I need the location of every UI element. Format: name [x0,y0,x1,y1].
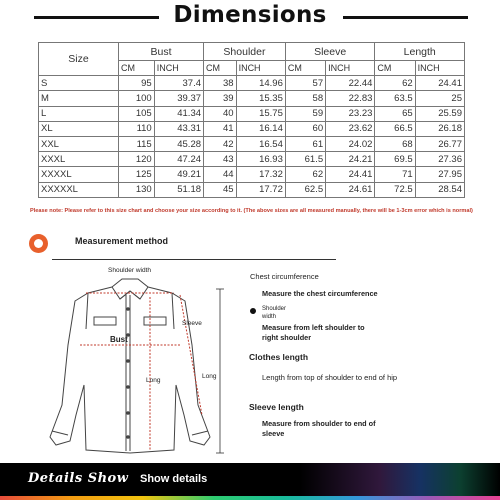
table-row [39,136,465,151]
value-cell: 62.5 [285,182,325,197]
value-cell: 23.23 [326,106,375,121]
value-cell: 57 [285,76,325,91]
shoulder-title-1: Shoulder [262,306,287,312]
value-cell: 71 [375,167,415,182]
size-cell: XL [39,121,119,136]
details-show-banner [0,463,500,500]
banner-glow [300,463,500,496]
size-note: Please note: Please refer to this size chart and choose your size according to it. (The above sizes are all measured manually, there will be 1-3cm error which is normal) [30,208,473,214]
sleeve-length-desc-1: Measure from shoulder to end of [262,419,376,428]
table-row [39,121,465,136]
clothes-length-title: Clothes length [249,352,309,362]
show-details-label: Show details [140,473,208,485]
value-cell: 66.5 [375,121,415,136]
value-cell: 49.21 [154,167,203,182]
value-cell: 37.4 [154,76,203,91]
value-cell: 26.18 [415,121,464,136]
measurement-method-title: Measurement method [75,236,169,246]
value-cell: 45 [204,182,237,197]
value-cell: 16.93 [236,152,285,167]
value-cell: 110 [119,121,155,136]
table-row [39,91,465,106]
value-cell: 45.28 [154,136,203,151]
unit-header: CM [204,61,237,76]
shoulder-title-2: width [262,314,277,320]
table-row [39,106,465,121]
value-cell: 43 [204,152,237,167]
unit-header: INCH [154,61,203,76]
group-header-sleeve: Sleeve [285,43,375,61]
value-cell: 16.54 [236,136,285,151]
size-cell: XXXXL [39,167,119,182]
group-header-length: Length [375,43,465,61]
value-cell: 17.32 [236,167,285,182]
sleeve-length-desc-2: sleeve [262,429,285,438]
value-cell: 58 [285,91,325,106]
value-cell: 63.5 [375,91,415,106]
size-cell: S [39,76,119,91]
value-cell: 39.37 [154,91,203,106]
value-cell: 41 [204,121,237,136]
value-cell: 125 [119,167,155,182]
table-row [39,182,465,197]
unit-header: CM [119,61,155,76]
size-cell: L [39,106,119,121]
label-long-outer: Long [202,373,217,380]
value-cell: 62 [375,76,415,91]
value-cell: 51.18 [154,182,203,197]
value-cell: 40 [204,106,237,121]
unit-header: INCH [326,61,375,76]
size-cell: XXL [39,136,119,151]
group-header-shoulder: Shoulder [204,43,286,61]
size-cell: XXXXXL [39,182,119,197]
value-cell: 44 [204,167,237,182]
table-row [39,76,465,91]
value-cell: 28.54 [415,182,464,197]
bullet-dot-icon [250,308,256,314]
value-cell: 62 [285,167,325,182]
label-long-inner: Long [146,377,161,384]
value-cell: 65 [375,106,415,121]
value-cell: 22.83 [326,91,375,106]
label-sleeve: Sleeve [182,320,202,327]
unit-header: INCH [236,61,285,76]
table-row [39,167,465,182]
value-cell: 24.21 [326,152,375,167]
value-cell: 120 [119,152,155,167]
value-cell: 42 [204,136,237,151]
value-cell: 14.96 [236,76,285,91]
size-cell: M [39,91,119,106]
sleeve-length-title: Sleeve length [249,402,304,412]
size-cell: XXXL [39,152,119,167]
unit-header: INCH [415,61,464,76]
value-cell: 41.34 [154,106,203,121]
value-cell: 130 [119,182,155,197]
value-cell: 24.41 [415,76,464,91]
value-cell: 59 [285,106,325,121]
label-bust: Bust [110,335,128,344]
value-cell: 15.35 [236,91,285,106]
value-cell: 61 [285,136,325,151]
chest-desc: Measure the chest circumference [262,289,378,298]
value-cell: 26.77 [415,136,464,151]
value-cell: 15.75 [236,106,285,121]
value-cell: 72.5 [375,182,415,197]
shirt-diagram [30,265,230,465]
table-header-row [39,43,465,61]
value-cell: 115 [119,136,155,151]
value-cell: 69.5 [375,152,415,167]
chest-title: Chest circumference [250,272,319,281]
value-cell: 105 [119,106,155,121]
value-cell: 47.24 [154,152,203,167]
shirt-outline-icon [30,265,230,460]
details-show-label: Details Show [28,471,129,486]
page-title: Dimensions [173,2,327,28]
value-cell: 61.5 [285,152,325,167]
value-cell: 24.02 [326,136,375,151]
value-cell: 95 [119,76,155,91]
unit-header: CM [375,61,415,76]
value-cell: 27.95 [415,167,464,182]
section-divider [52,259,336,260]
value-cell: 22.44 [326,76,375,91]
circle-bullet-icon [29,234,48,253]
value-cell: 23.62 [326,121,375,136]
value-cell: 100 [119,91,155,106]
value-cell: 38 [204,76,237,91]
unit-header: CM [285,61,325,76]
clothes-length-desc: Length from top of shoulder to end of hip [262,373,398,382]
table-row [39,152,465,167]
group-header-bust: Bust [119,43,204,61]
label-shoulder-width: Shoulder width [108,267,151,274]
value-cell: 39 [204,91,237,106]
value-cell: 60 [285,121,325,136]
size-table [38,42,465,198]
value-cell: 16.14 [236,121,285,136]
value-cell: 24.61 [326,182,375,197]
shoulder-desc-2: right shoulder [262,333,312,342]
value-cell: 27.36 [415,152,464,167]
value-cell: 25.59 [415,106,464,121]
value-cell: 24.41 [326,167,375,182]
value-cell: 17.72 [236,182,285,197]
value-cell: 25 [415,91,464,106]
value-cell: 68 [375,136,415,151]
size-table-body [39,76,465,198]
shoulder-desc-1: Measure from left shoulder to [262,323,365,332]
rainbow-stripe [0,496,500,500]
value-cell: 43.31 [154,121,203,136]
size-header: Size [39,43,119,76]
